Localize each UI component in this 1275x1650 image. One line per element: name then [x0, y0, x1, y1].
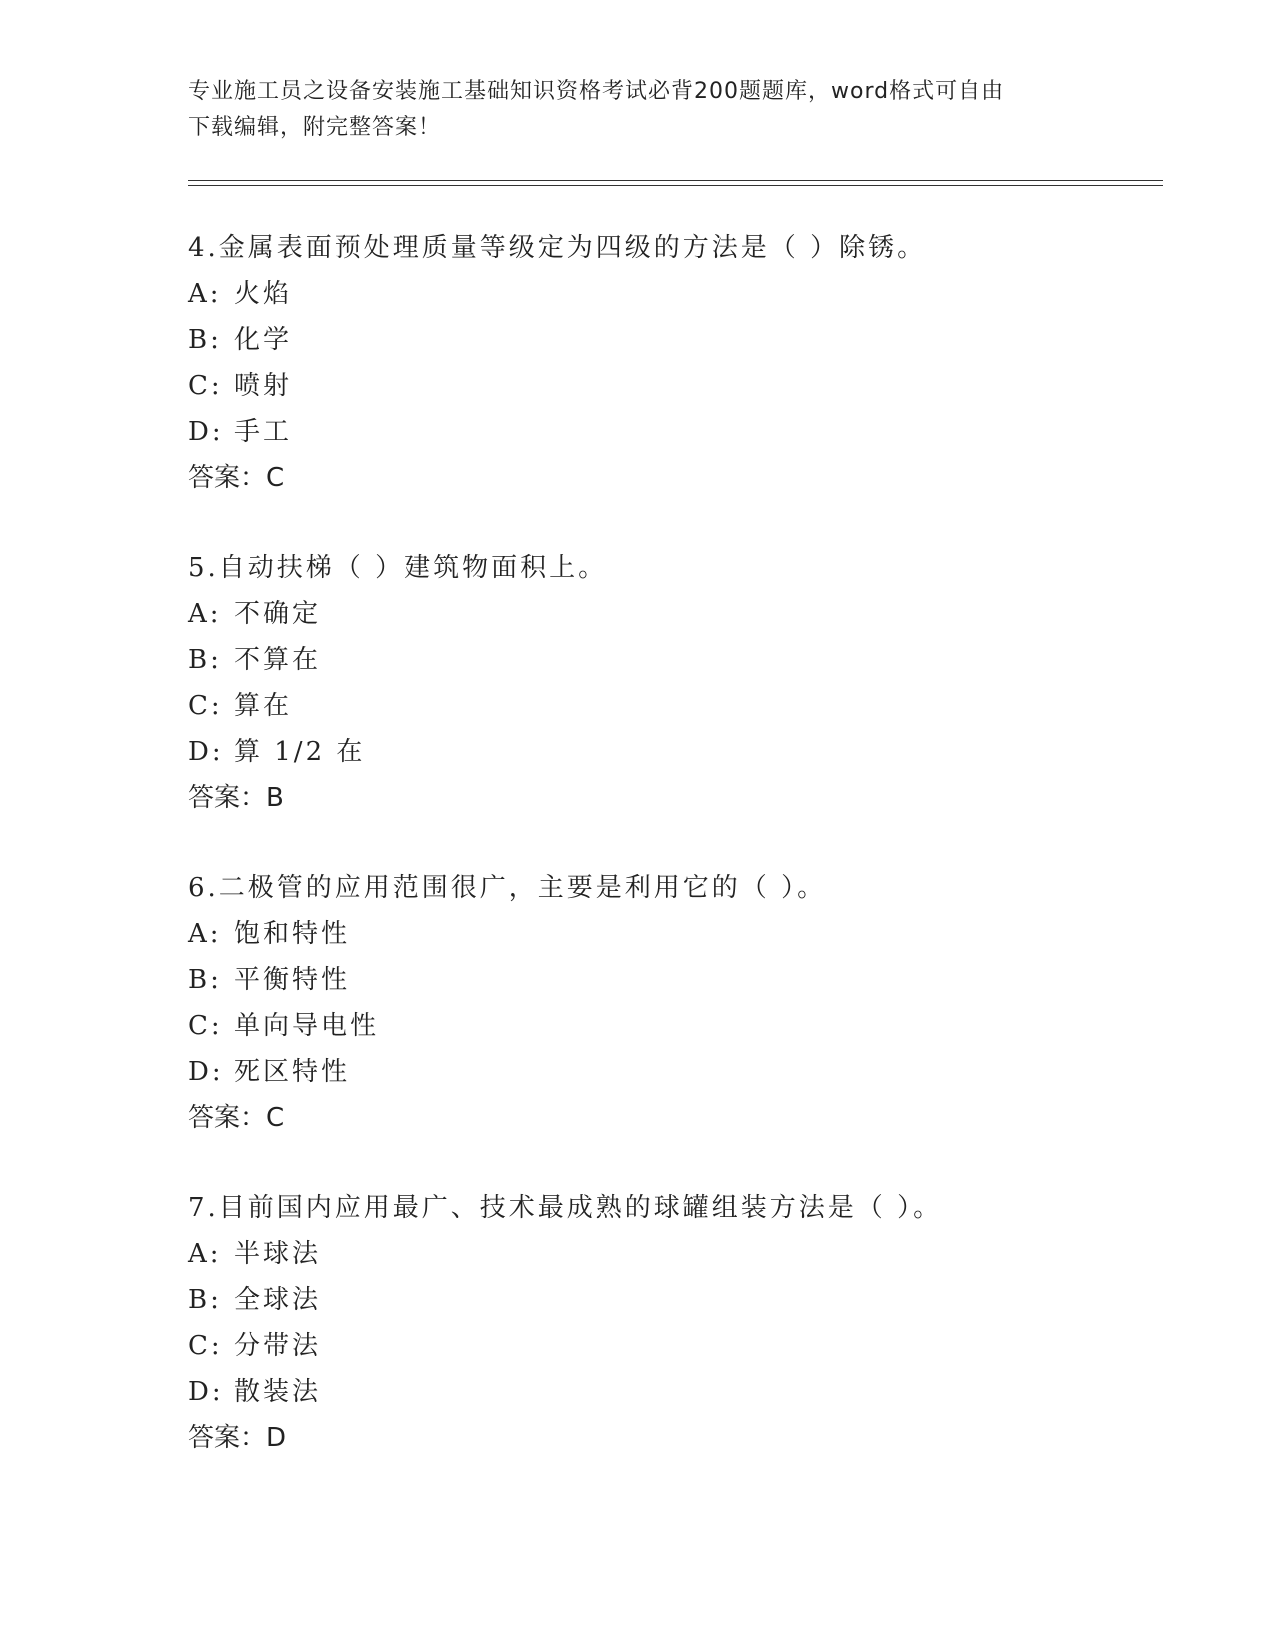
- option-letter: C:: [188, 691, 223, 721]
- option-a: [188, 271, 1163, 317]
- option-letter: B:: [188, 325, 222, 355]
- option-text: 全球法: [234, 1285, 322, 1315]
- document-header: [188, 74, 1068, 146]
- header-line-2: 下载编辑，附完整答案！: [188, 115, 442, 140]
- option-d: [188, 1369, 1163, 1415]
- option-text: 手工: [234, 417, 293, 447]
- option-c: [188, 1323, 1163, 1369]
- option-letter: C:: [188, 1011, 223, 1041]
- option-c: [188, 1003, 1163, 1049]
- option-text: 半球法: [234, 1239, 322, 1269]
- option-letter: C:: [188, 1331, 223, 1361]
- option-text: 化学: [234, 325, 293, 355]
- option-text: 不确定: [234, 599, 322, 629]
- option-text: 平衡特性: [234, 965, 351, 995]
- option-letter: B:: [188, 965, 222, 995]
- option-a: [188, 1231, 1163, 1277]
- option-d: [188, 729, 1163, 775]
- option-letter: A:: [188, 1239, 222, 1269]
- option-text: 算 1/2 在: [234, 737, 366, 767]
- option-letter: B:: [188, 1285, 222, 1315]
- answer-line: 答案：B: [188, 783, 284, 813]
- option-letter: A:: [188, 919, 222, 949]
- option-text: 分带法: [234, 1331, 322, 1361]
- option-text: 死区特性: [234, 1057, 351, 1087]
- answer-line: 答案：C: [188, 1103, 285, 1133]
- option-text: 散装法: [234, 1377, 322, 1407]
- option-c: [188, 363, 1163, 409]
- option-letter: B:: [188, 645, 222, 675]
- question-title: 4.金属表面预处理质量等级定为四级的方法是（ ）除锈。: [188, 233, 927, 263]
- question-block: [188, 865, 1163, 1141]
- option-letter: C:: [188, 371, 223, 401]
- option-d: [188, 409, 1163, 455]
- option-a: [188, 911, 1163, 957]
- option-letter: D:: [188, 1057, 224, 1087]
- question-title: 7.目前国内应用最广、技术最成熟的球罐组装方法是（ ）。: [188, 1193, 943, 1223]
- header-line-1: 专业施工员之设备安装施工基础知识资格考试必背200题题库，word格式可自由: [188, 79, 1005, 104]
- option-letter: A:: [188, 599, 222, 629]
- question-title: 5.自动扶梯（ ）建筑物面积上。: [188, 553, 608, 583]
- option-text: 不算在: [234, 645, 322, 675]
- option-text: 单向导电性: [234, 1011, 380, 1041]
- option-b: [188, 957, 1163, 1003]
- option-text: 算在: [234, 691, 293, 721]
- option-text: 喷射: [234, 371, 293, 401]
- option-letter: D:: [188, 737, 224, 767]
- question-title: 6.二极管的应用范围很广，主要是利用它的（ ）。: [188, 873, 827, 903]
- option-d: [188, 1049, 1163, 1095]
- option-letter: D:: [188, 1377, 224, 1407]
- header-divider-top: [188, 180, 1163, 181]
- answer-line: 答案：C: [188, 463, 285, 493]
- option-b: [188, 317, 1163, 363]
- option-a: [188, 591, 1163, 637]
- option-text: 饱和特性: [234, 919, 351, 949]
- header-divider-bottom: [188, 185, 1163, 186]
- option-letter: A:: [188, 279, 222, 309]
- answer-line: 答案：D: [188, 1423, 287, 1453]
- option-letter: D:: [188, 417, 224, 447]
- option-b: [188, 1277, 1163, 1323]
- option-c: [188, 683, 1163, 729]
- option-text: 火焰: [234, 279, 293, 309]
- question-block: [188, 545, 1163, 821]
- question-block: [188, 225, 1163, 501]
- option-b: [188, 637, 1163, 683]
- question-block: [188, 1185, 1163, 1461]
